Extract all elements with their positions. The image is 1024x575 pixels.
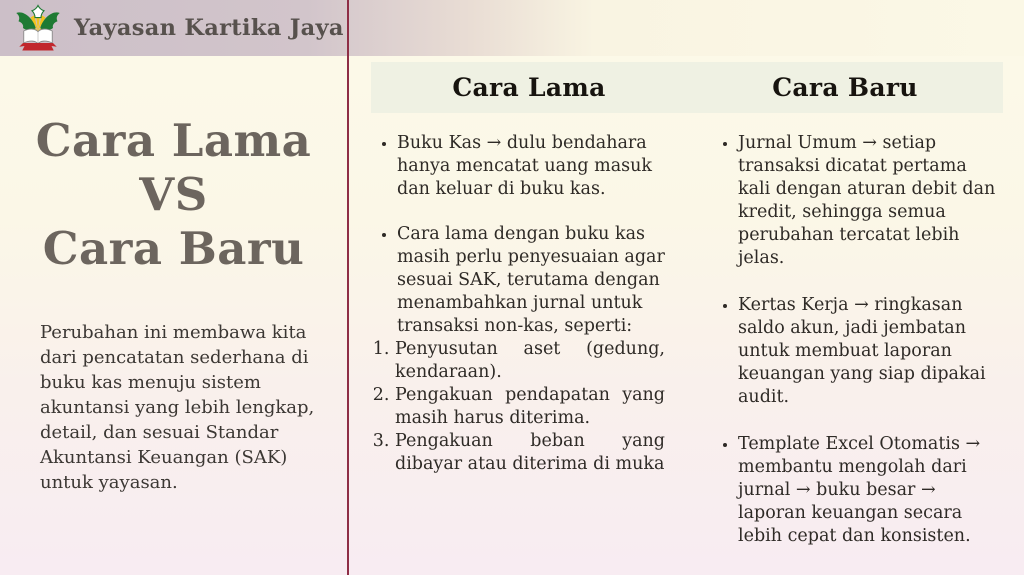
slide-title-line-1: Cara Lama [35,114,312,167]
cara-lama-bullet-list [371,132,665,338]
comparison-area [349,56,1024,575]
vertical-divider-line [347,0,349,575]
column-cara-lama [371,132,665,476]
bullet-item: • Template Excel Otomatis → membantu mengolah dari jurnal → buku besar → laporan keuangan secara lebih cepat dan konsisten. [738,433,998,548]
header-bar [0,0,1024,56]
numbered-item: 3. Pengakuan beban yang dibayar atau diterima di muka [395,430,665,476]
column-heading-cara-lama: Cara Lama [452,73,606,102]
bullet-item: • Cara lama dengan buku kas masih perlu penyesuaian agar sesuai SAK, terutama dengan menambahkan jurnal untuk transaksi non-kas, seperti: [397,223,665,338]
left-panel [0,56,347,575]
slide-title-line-2: VS [139,168,208,221]
yayasan-crest-logo-icon [14,4,62,52]
brand-title: Yayasan Kartika Jaya [74,15,344,41]
numbered-item: 1. Penyusutan aset (gedung, kendaraan). [395,338,665,384]
slide-title-line-3: Cara Baru [42,222,305,275]
cara-baru-bullet-list [712,132,998,548]
numbered-item: 2. Pengakuan pendapatan yang masih harus diterima. [395,384,665,430]
slide-description: Perubahan ini membawa kita dari pencatatan sederhana di buku kas menuju sistem akuntansi yang lebih lengkap, detail, dan sesuai Standar Akuntansi Keuangan (SAK) untuk yayasan. [40,322,315,493]
column-cara-baru [712,132,998,572]
bullet-item: • Kertas Kerja → ringkasan saldo akun, jadi jembatan untuk membuat laporan keuangan yang siap dipakai audit. [738,294,998,409]
cara-lama-numbered-list [371,338,665,476]
column-header-band [371,62,1003,113]
column-heading-cara-baru: Cara Baru [772,73,918,102]
slide-title [0,114,347,276]
bullet-item: • Buku Kas → dulu bendahara hanya mencatat uang masuk dan keluar di buku kas. [397,132,665,201]
bullet-item: • Jurnal Umum → setiap transaksi dicatat pertama kali dengan aturan debit dan kredit, sehingga semua perubahan tercatat lebih jelas. [738,132,998,270]
